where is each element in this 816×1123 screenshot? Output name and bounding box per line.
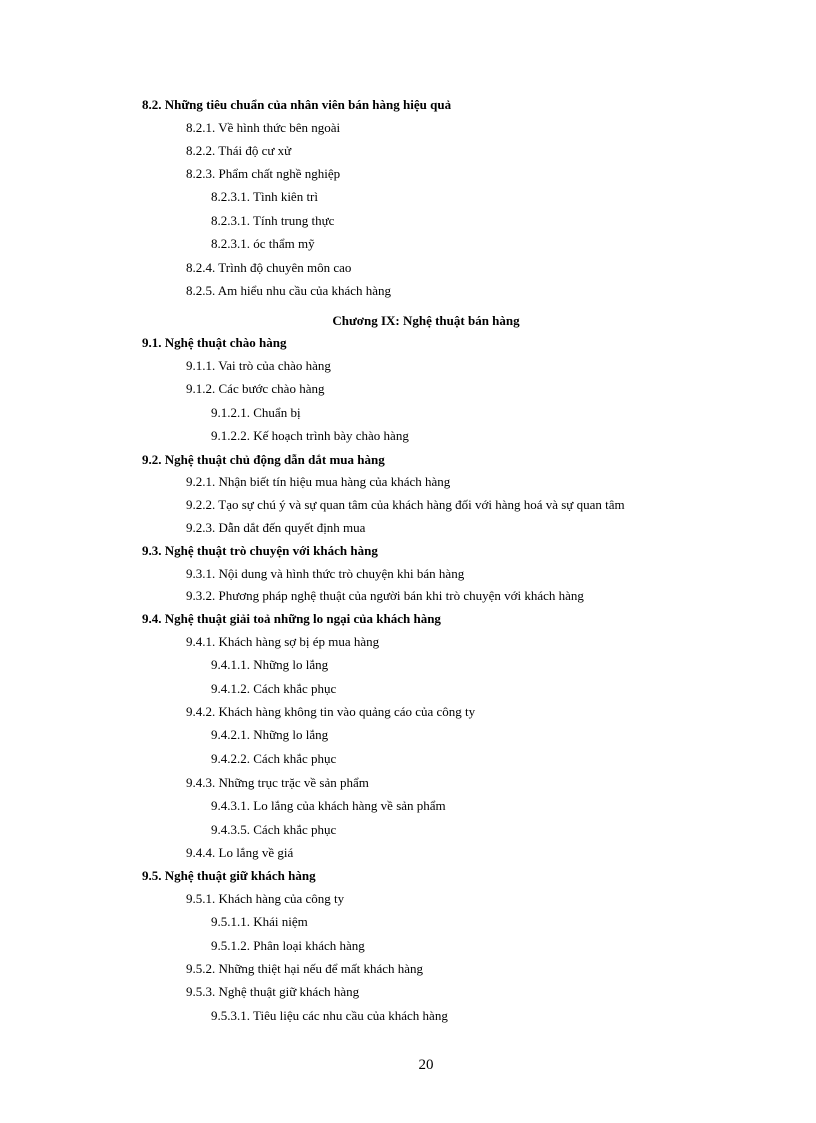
toc-item-9-3-1: 9.3.1. Nội dung và hình thức trò chuyện khi bán hàng (186, 566, 465, 581)
toc-item-9-4-3: 9.4.3. Những trục trặc về sản phẩm (186, 775, 369, 790)
toc-item-9-5-1: 9.5.1. Khách hàng của công ty (186, 891, 345, 906)
toc-heading-9-1: 9.1. Nghệ thuật chào hàng (142, 335, 287, 350)
toc-item-8-2-1: 8.2.1. Về hình thức bên ngoài (186, 120, 341, 135)
toc-item-9-2-1: 9.2.1. Nhận biết tín hiệu mua hàng của khách hàng (186, 474, 451, 489)
toc-item-9-4-2: 9.4.2. Khách hàng không tin vào quảng cáo của công ty (186, 704, 476, 719)
toc-item-9-5-3: 9.5.3. Nghệ thuật giữ khách hàng (186, 984, 360, 999)
toc-item-9-1-1: 9.1.1. Vai trò của chào hàng (186, 358, 331, 373)
toc-subitem-9-5-1-2: 9.5.1.2. Phân loại khách hàng (211, 938, 365, 953)
chapter-title: Chương IX: Nghệ thuật bán hàng (332, 313, 520, 328)
toc-item-9-2-3: 9.2.3. Dẫn dắt đến quyết định mua (186, 520, 366, 535)
toc-subitem-9-1-2-2: 9.1.2.2. Kế hoạch trình bày chào hàng (211, 428, 409, 443)
toc-subitem-9-4-3-1: 9.4.3.1. Lo lắng của khách hàng về sản phẩm (211, 798, 446, 813)
toc-heading-9-2: 9.2. Nghệ thuật chủ động dẫn dắt mua hàng (142, 452, 385, 467)
toc-item-9-3-2: 9.3.2. Phương pháp nghệ thuật của người bán khi trò chuyện với khách hàng (186, 588, 584, 603)
toc-heading-8-2: 8.2. Những tiêu chuẩn của nhân viên bán hàng hiệu quả (142, 97, 452, 112)
toc-subitem-9-5-1-1: 9.5.1.1. Khái niệm (211, 914, 308, 929)
toc-item-9-2-2: 9.2.2. Tạo sự chú ý và sự quan tâm của khách hàng đối với hàng hoá và sự quan tâm (186, 497, 625, 512)
toc-subitem-8-2-3-1b: 8.2.3.1. Tính trung thực (211, 213, 335, 228)
toc-item-8-2-5: 8.2.5. Am hiểu nhu cầu của khách hàng (186, 283, 392, 298)
toc-subitem-9-4-1-2: 9.4.1.2. Cách khắc phục (211, 681, 337, 696)
toc-subitem-9-5-3-1: 9.5.3.1. Tiêu liệu các nhu cầu của khách hàng (211, 1008, 448, 1023)
toc-heading-9-4: 9.4. Nghệ thuật giải toả những lo ngại của khách hàng (142, 611, 441, 626)
toc-item-8-2-2: 8.2.2. Thái độ cư xử (186, 143, 292, 158)
toc-subitem-9-4-1-1: 9.4.1.1. Những lo lắng (211, 657, 329, 672)
toc-subitem-8-2-3-1c: 8.2.3.1. óc thẩm mỹ (211, 236, 315, 251)
toc-subitem-9-4-3-5: 9.4.3.5. Cách khắc phục (211, 822, 337, 837)
page-number: 20 (418, 1057, 434, 1073)
toc-item-9-4-4: 9.4.4. Lo lắng về giá (186, 845, 294, 860)
toc-heading-9-3: 9.3. Nghệ thuật trò chuyện với khách hàng (142, 543, 378, 558)
toc-subitem-9-1-2-1: 9.1.2.1. Chuẩn bị (211, 405, 301, 420)
toc-item-8-2-3: 8.2.3. Phẩm chất nghề nghiệp (186, 166, 341, 181)
toc-subitem-9-4-2-2: 9.4.2.2. Cách khắc phục (211, 751, 337, 766)
toc-item-9-5-2: 9.5.2. Những thiệt hại nếu để mất khách hàng (186, 961, 424, 976)
toc-subitem-9-4-2-1: 9.4.2.1. Những lo lắng (211, 727, 329, 742)
toc-item-9-4-1: 9.4.1. Khách hàng sợ bị ép mua hàng (186, 634, 380, 649)
toc-item-9-1-2: 9.1.2. Các bước chào hàng (186, 381, 325, 396)
toc-subitem-8-2-3-1a: 8.2.3.1. Tình kiên trì (211, 189, 319, 204)
toc-heading-9-5: 9.5. Nghệ thuật giữ khách hàng (142, 868, 316, 883)
toc-item-8-2-4: 8.2.4. Trình độ chuyên môn cao (186, 260, 352, 275)
